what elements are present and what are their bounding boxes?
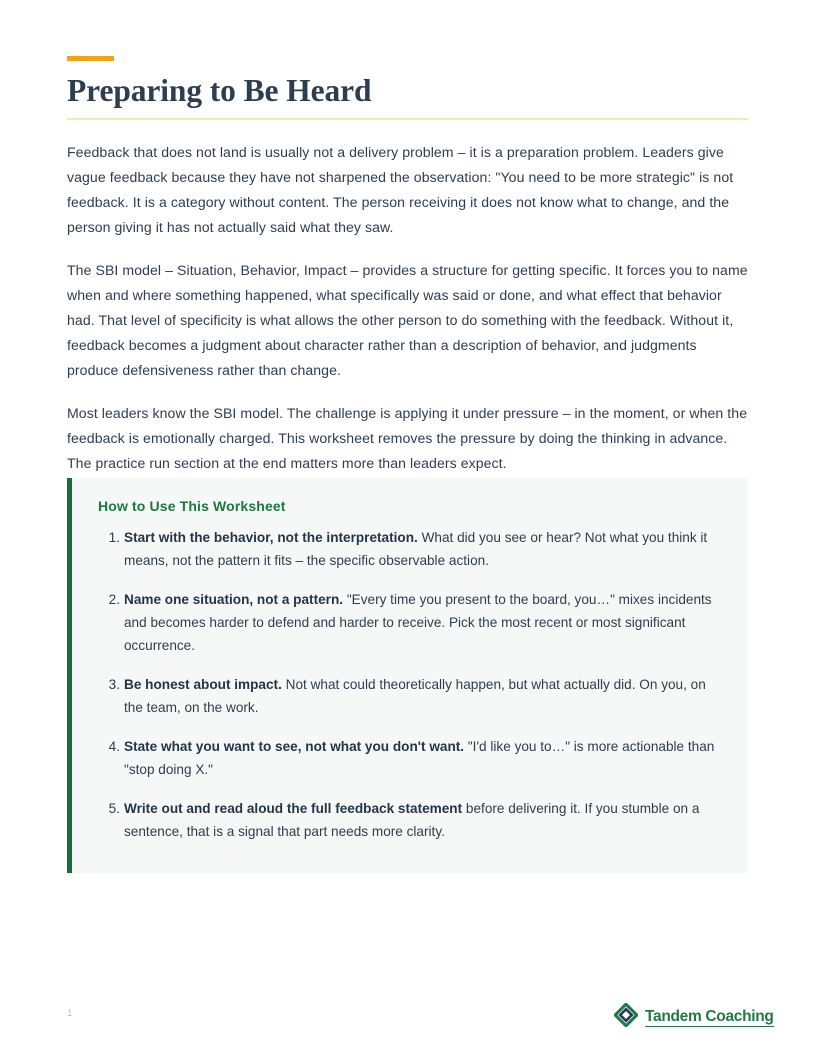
- title-accent-bar: [67, 56, 114, 61]
- list-item-rest: "I'd like you to…" is more actionable than "stop doing X.": [124, 739, 715, 777]
- list-item-lead: Write out and read aloud the full feedback statement: [124, 801, 463, 816]
- list-item-rest: before delivering it. If you stumble on a sentence, that is a signal that part needs more clarity.: [124, 801, 700, 839]
- list-item-rest: "Every time you present to the board, you…" mixes incidents and becomes harder to defend and harder to receive. Pick the most recent or most significant occurrence.: [124, 592, 712, 653]
- list-item-lead: Be honest about impact.: [124, 677, 282, 692]
- list-item: [124, 588, 722, 657]
- list-item-rest: What did you see or hear? Not what you think it means, not the pattern it fits – the specific observable action.: [124, 530, 708, 568]
- logo-wordmark: Tandem Coaching: [645, 1008, 774, 1027]
- diamond-logo-mark: [614, 1003, 638, 1032]
- body-paragraphs: [67, 140, 748, 476]
- paragraph-2: The SBI model – Situation, Behavior, Impact – provides a structure for getting specific. It forces you to name when and where something happened, what specifically was said or done, and what effect that behavior had. That level of specificity is what allows the other person to do something with the feedback. Without it, feedback becomes a judgment about character rather than a description of behavior, and judgments produce defensiveness rather than change.: [67, 262, 748, 378]
- title-divider-rule: [67, 118, 748, 120]
- page-title: Preparing to Be Heard: [67, 73, 372, 108]
- list-item-lead: State what you want to see, not what you don't want.: [124, 739, 465, 754]
- list-item: [124, 735, 722, 781]
- page-number: 1: [67, 1008, 73, 1019]
- callout-heading: How to Use This Worksheet: [98, 498, 286, 514]
- list-item: [124, 673, 722, 719]
- how-to-use-callout: [67, 478, 748, 873]
- list-item: [124, 526, 722, 572]
- paragraph-1: Feedback that does not land is usually not a delivery problem – it is a preparation problem. Leaders give vague feedback because they have not sharpened the observation: "You need to be more strategic" is not feedback. It is a category without content. The person receiving it does not know what to change, and the person giving it has not actually said what they saw.: [67, 144, 734, 235]
- callout-instruction-list: [98, 526, 722, 843]
- list-item: [124, 797, 722, 843]
- tandem-coaching-logo: [614, 1003, 774, 1032]
- list-item-lead: Name one situation, not a pattern.: [124, 592, 344, 607]
- list-item-lead: Start with the behavior, not the interpretation.: [124, 530, 418, 545]
- paragraph-3: Most leaders know the SBI model. The challenge is applying it under pressure – in the moment, or when the feedback is emotionally charged. This worksheet removes the pressure by doing the thinking in advance. The practice run section at the end matters more than leaders expect.: [67, 405, 748, 471]
- list-item-rest: Not what could theoretically happen, but what actually did. On you, on the team, on the work.: [124, 677, 706, 715]
